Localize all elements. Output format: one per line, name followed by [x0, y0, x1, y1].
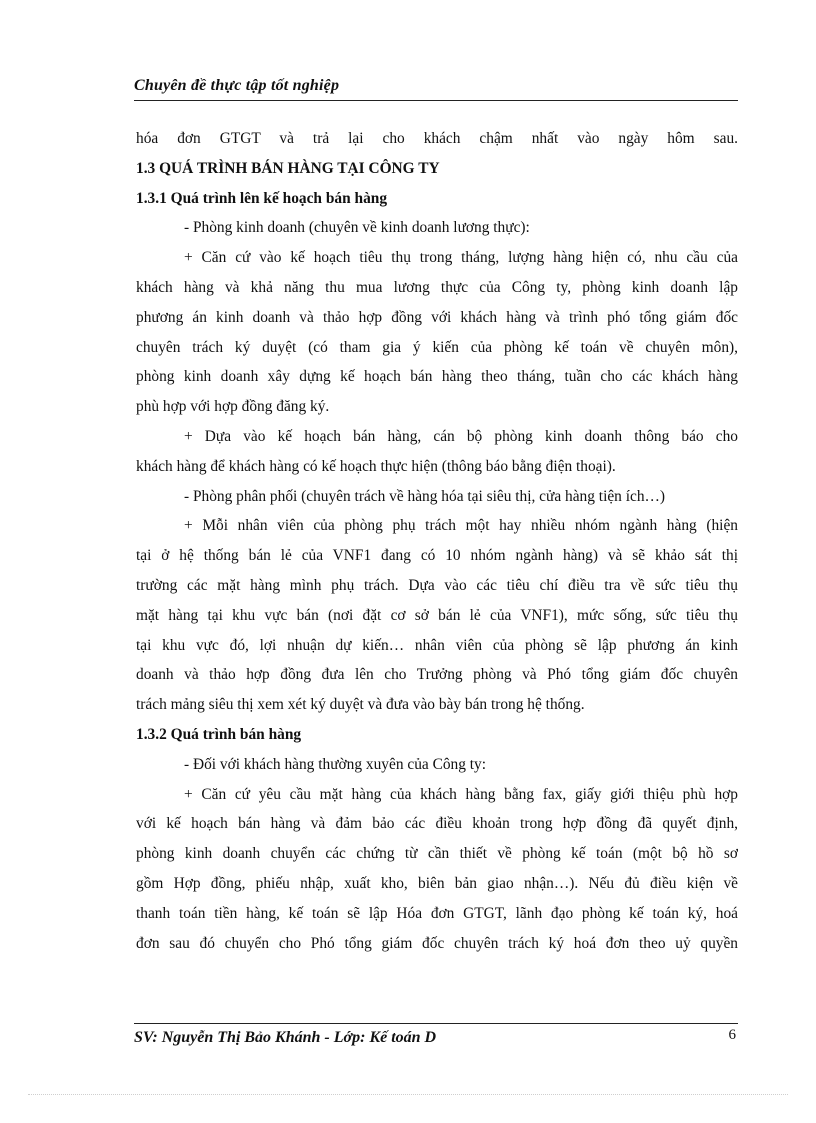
page-header — [134, 76, 738, 101]
text-line: + Dựa vào kế hoạch bán hàng, cán bộ phòng kinh doanh thông báo cho — [184, 427, 738, 445]
page-footer — [134, 1023, 738, 1054]
text-line: + Căn cứ yêu cầu mặt hàng của khách hàng bằng fax, giấy giới thiệu phù hợp — [184, 785, 738, 803]
subsection-heading: 1.3.2 Quá trình bán hàng — [136, 725, 302, 743]
student-info: SV: Nguyễn Thị Bảo Khánh - Lớp: Kế toán D — [134, 1029, 437, 1046]
text-line: khách hàng để khách hàng có kế hoạch thực hiện (thông báo bằng điện thoại). — [136, 457, 616, 475]
text-line: khách hàng và khả năng thu mua lương thực của Công ty, phòng kinh doanh lập — [136, 278, 738, 296]
section-heading: 1.3 QUÁ TRÌNH BÁN HÀNG TẠI CÔNG TY — [136, 159, 440, 177]
document-body — [136, 124, 738, 958]
text-line: phù hợp với hợp đồng đăng ký. — [136, 398, 330, 416]
text-line: phòng kinh doanh chuyển các chứng từ cần thiết về phòng kế toán (một bộ hồ sơ — [136, 845, 738, 863]
text-line: với kế hoạch bán hàng và đảm bảo các điều khoản trong hợp đồng đã quyết định, — [136, 815, 738, 833]
text-line: + Căn cứ vào kế hoạch tiêu thụ trong tháng, lượng hàng hiện có, nhu cầu của — [184, 249, 738, 267]
text-line: chuyên trách ký duyệt (có tham gia ý kiến của phòng kế toán về chuyên môn), — [136, 338, 738, 356]
subsection-heading: 1.3.1 Quá trình lên kế hoạch bán hàng — [136, 189, 388, 207]
text-line: tại khu vực đó, lợi nhuận dự kiến… nhân viên của phòng sẽ lập phương án kinh — [136, 636, 738, 654]
text-line: thanh toán tiền hàng, kế toán sẽ lập Hóa đơn GTGT, lãnh đạo phòng kế toán ký, hoá — [136, 904, 738, 922]
bullet-line: - Phòng kinh doanh (chuyên về kinh doanh lương thực): — [184, 219, 530, 237]
text-line: trách mảng siêu thị xem xét ký duyệt và đưa vào bày bán trong hệ thống. — [136, 696, 585, 714]
text-line: tại ở hệ thống bán lẻ của VNF1 đang có 10 nhóm ngành hàng) và sẽ khảo sát thị — [136, 547, 738, 565]
text-line: doanh và thảo hợp đồng đưa lên cho Trưởng phòng và Phó tổng giám đốc chuyên — [136, 666, 738, 684]
text-line: phương án kinh doanh và thảo hợp đồng với khách hàng và trình phó tổng giám đốc — [136, 308, 738, 326]
page-divider — [28, 1094, 788, 1095]
bullet-line: - Đối với khách hàng thường xuyên của Công ty: — [184, 755, 487, 773]
text-line: gồm Hợp đồng, phiếu nhập, xuất kho, biên bản giao nhận…). Nếu đủ điều kiện về — [136, 874, 738, 892]
text-line: + Mỗi nhân viên của phòng phụ trách một hay nhiều nhóm ngành hàng (hiện — [184, 517, 738, 535]
page-number: 6 — [728, 1027, 736, 1043]
text-line: trường các mặt hàng mình phụ trách. Dựa vào các tiêu chí điều tra về sức tiêu thụ — [136, 576, 738, 594]
text-line: đơn sau đó chuyển cho Phó tổng giám đốc chuyên trách ký hoá đơn theo uỷ quyền — [136, 934, 738, 952]
document-header-title: Chuyên đề thực tập tốt nghiệp — [134, 77, 340, 94]
text-line: phòng kinh doanh xây dựng kế hoạch bán hàng theo tháng, tuần cho các khách hàng — [136, 368, 738, 386]
text-line: mặt hàng tại khu vực bán (nơi đặt cơ sở bán lẻ của VNF1), mức sống, sức tiêu thụ — [136, 606, 738, 624]
bullet-line: - Phòng phân phối (chuyên trách về hàng hóa tại siêu thị, cửa hàng tiện ích…) — [184, 487, 666, 505]
text-line: hóa đơn GTGT và trả lại cho khách chậm nhất vào ngày hôm sau. — [136, 130, 738, 147]
